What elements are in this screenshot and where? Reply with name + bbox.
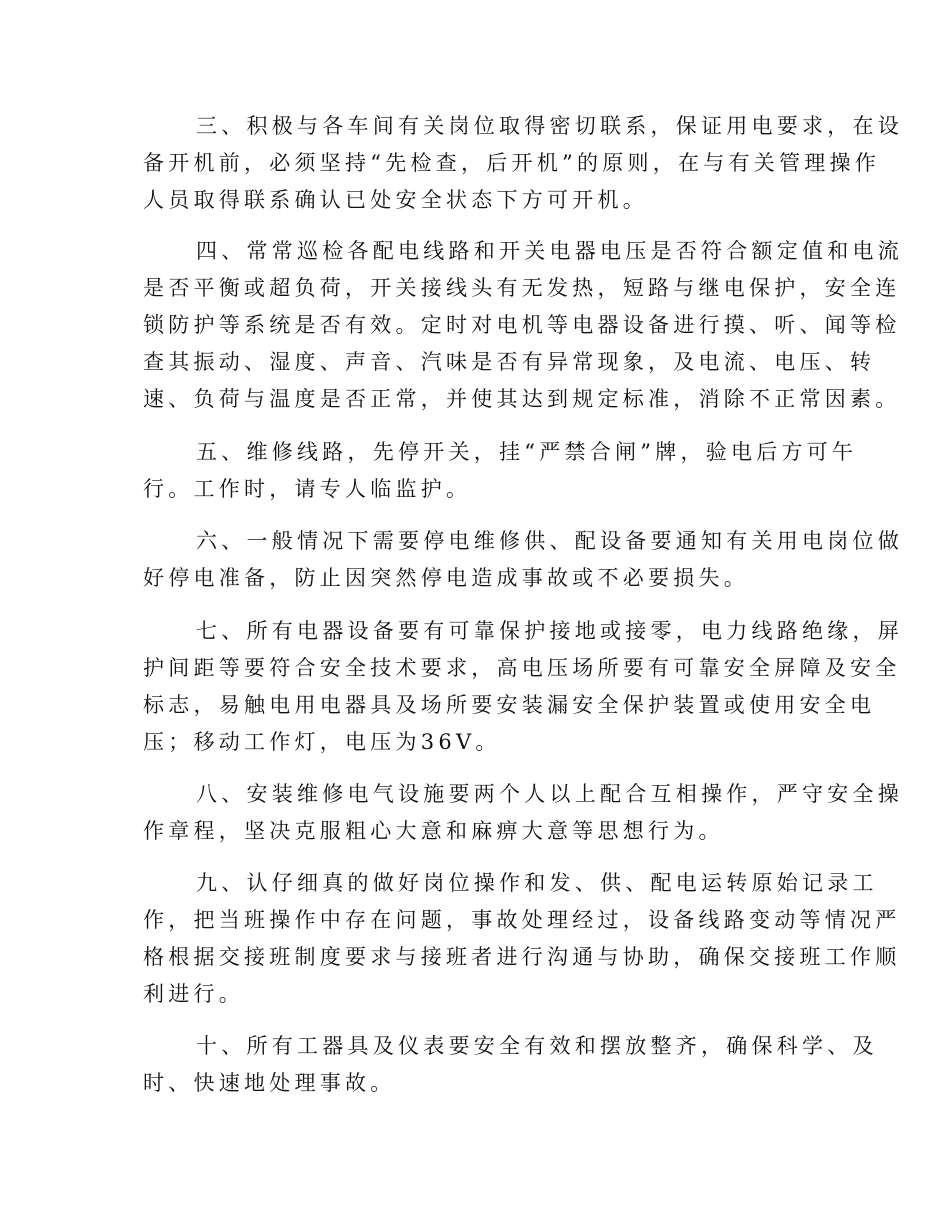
- paragraph-line: 七、所有电器设备要有可靠保护接地或接零，电力线路绝缘，屏: [196, 619, 903, 643]
- paragraph-line: 护间距等要符合安全技术要求，高电压场所要有可靠安全屏障及安全: [143, 656, 901, 680]
- paragraph-line: 格根据交接班制度要求与接班者进行沟通与协助，确保交接班工作顺: [143, 945, 901, 969]
- paragraph-line: 人员取得联系确认已处安全状态下方可开机。: [143, 188, 648, 212]
- paragraph-line: 锁防护等系统是否有效。定时对电机等电器设备进行摸、听、闻等检: [143, 313, 901, 337]
- paragraph-line: 压；移动工作灯，电压为36V。: [143, 730, 501, 754]
- paragraph-line: 四、常常巡检各配电线路和开关电器电压是否符合额定值和电流: [196, 239, 903, 263]
- paragraph-line: 是否平衡或超负荷，开关接线头有无发热，短路与继电保护，安全连: [143, 276, 901, 300]
- paragraph-line: 利进行。: [143, 982, 244, 1006]
- paragraph-line: 三、积极与各车间有关岗位取得密切联系，保证用电要求，在设: [196, 114, 903, 138]
- paragraph-line: 十、所有工器具及仪表要安全有效和摆放整齐，确保科学、及: [196, 1034, 878, 1058]
- paragraph-line: 作章程，坚决克服粗心大意和麻痹大意等思想行为。: [143, 819, 724, 843]
- paragraph-line: 标志，易触电用电器具及场所要安装漏安全保护装置或使用安全电: [143, 693, 876, 717]
- paragraph-line: 六、一般情况下需要停电维修供、配设备要通知有关用电岗位做: [196, 529, 903, 553]
- paragraph-line: 五、维修线路，先停开关，挂“严禁合闸”牌，验电后方可午: [196, 440, 858, 464]
- paragraph-line: 八、安装维修电气设施要两个人以上配合互相操作，严守安全操: [196, 782, 903, 806]
- paragraph-line: 九、认仔细真的做好岗位操作和发、供、配电运转原始记录工: [196, 871, 878, 895]
- paragraph-line: 速、负荷与温度是否正常，并使其达到规定标准，消除不正常因素。: [143, 387, 901, 411]
- paragraph-line: 时、快速地处理事故。: [143, 1071, 396, 1095]
- paragraph-line: 作，把当班操作中存在问题，事故处理经过，设备线路变动等情况严: [143, 908, 901, 932]
- paragraph-line: 备开机前，必须坚持“先检查，后开机”的原则，在与有关管理操作: [143, 151, 880, 175]
- paragraph-line: 好停电准备，防止因突然停电造成事故或不必要损失。: [143, 566, 749, 590]
- paragraph-line: 行。工作时，请专人临监护。: [143, 477, 472, 501]
- paragraph-line: 查其振动、湿度、声音、汽味是否有异常现象，及电流、电压、转: [143, 350, 876, 374]
